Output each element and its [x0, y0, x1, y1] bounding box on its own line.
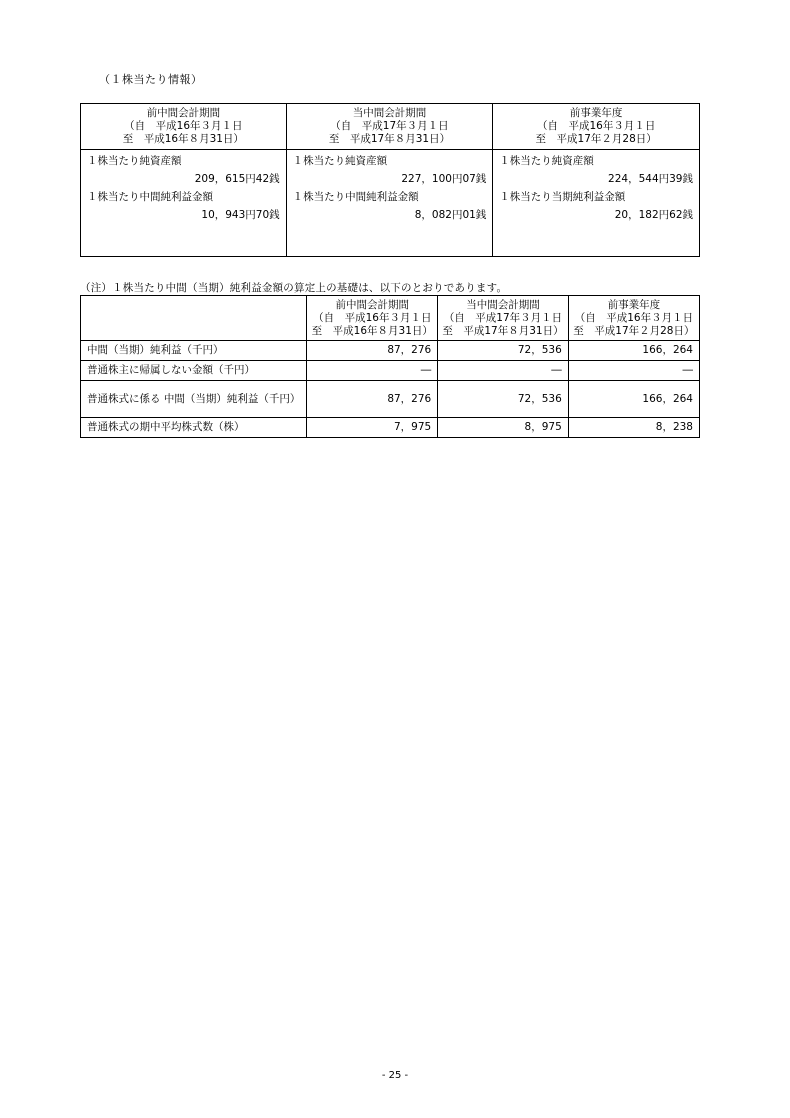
period-header-prev-fiscal-year	[493, 104, 700, 150]
basis-header-row	[81, 296, 700, 341]
period-to: 至 平成17年８月31日）	[442, 324, 564, 337]
row-label: 中間（当期）純利益（千円）	[81, 341, 307, 361]
period-to: 至 平成17年２月28日）	[573, 324, 695, 337]
period-from: （自 平成16年３月１日	[313, 311, 432, 324]
row-value: 72，536	[438, 381, 569, 418]
period-from: （自 平成16年３月１日	[536, 120, 656, 132]
period-from: （自 平成16年３月１日	[574, 311, 694, 324]
net-income-per-share-value: 20，182円62銭	[614, 209, 693, 221]
row-value: 8，975	[438, 418, 569, 438]
net-assets-per-share-label: １株当たり純資産額	[292, 155, 388, 167]
period-header-prev-interim	[81, 104, 287, 150]
basis-header-prev-fiscal-year	[568, 296, 699, 341]
row-label: 普通株式に係る 中間（当期）純利益（千円）	[81, 381, 307, 418]
row-value: 87，276	[307, 381, 438, 418]
per-share-info-table	[80, 103, 700, 257]
period-title: 前事業年度	[607, 298, 661, 311]
period-title: 前事業年度	[569, 107, 623, 119]
section-title: （１株当たり情報）	[99, 73, 203, 86]
period-to: 至 平成16年８月31日）	[122, 133, 244, 145]
row-value: 166，264	[568, 381, 699, 418]
row-value: ―	[438, 361, 569, 381]
net-income-per-share-value: 8，082円01銭	[414, 209, 487, 221]
row-value: 72，536	[438, 341, 569, 361]
net-assets-per-share-label: １株当たり純資産額	[499, 155, 594, 167]
period-from: （自 平成17年３月１日	[443, 311, 563, 324]
table-row	[81, 341, 700, 361]
period-title: 前中間会計期間	[146, 107, 221, 119]
footnote: （注）１株当たり中間（当期）純利益金額の算定上の基礎は、以下のとおりであります。	[80, 282, 508, 294]
row-value: ―	[307, 361, 438, 381]
per-share-cell-prev-fiscal-year	[493, 150, 700, 257]
row-value: 166，264	[568, 341, 699, 361]
table-row	[81, 418, 700, 438]
basis-header-prev-interim	[307, 296, 438, 341]
table-row	[81, 361, 700, 381]
per-share-cell-prev-interim	[81, 150, 287, 257]
basis-table	[80, 295, 700, 438]
net-income-per-share-value: 10，943円70銭	[201, 209, 280, 221]
net-income-per-share-label: １株当たり中間純利益金額	[292, 191, 419, 203]
net-assets-per-share-label: １株当たり純資産額	[87, 155, 182, 167]
net-income-per-share-label: １株当たり当期純利益金額	[499, 191, 626, 203]
period-to: 至 平成17年２月28日）	[535, 133, 657, 145]
period-to: 至 平成17年８月31日）	[328, 133, 451, 145]
period-from: （自 平成16年３月１日	[124, 120, 243, 132]
period-title: 当中間会計期間	[352, 107, 427, 119]
per-share-header-row	[81, 104, 700, 150]
basis-header-current-interim	[438, 296, 569, 341]
row-value: 87，276	[307, 341, 438, 361]
period-header-current-interim	[286, 104, 493, 150]
period-title: 当中間会計期間	[466, 298, 540, 311]
basis-header-empty	[81, 296, 307, 341]
net-assets-per-share-value: 209，615円42銭	[194, 173, 280, 185]
period-from: （自 平成17年３月１日	[330, 120, 449, 132]
row-label: 普通株主に帰属しない金額（千円）	[81, 361, 307, 381]
per-share-cell-current-interim	[286, 150, 493, 257]
period-title: 前中間会計期間	[335, 298, 410, 311]
row-value: 8，238	[568, 418, 699, 438]
net-assets-per-share-value: 227，100円07銭	[401, 173, 487, 185]
net-assets-per-share-value: 224，544円39銭	[608, 173, 693, 185]
row-value: ―	[568, 361, 699, 381]
net-income-per-share-label: １株当たり中間純利益金額	[87, 191, 213, 203]
per-share-body-row	[81, 150, 700, 257]
row-label: 普通株式の期中平均株式数（株）	[81, 418, 307, 438]
period-to: 至 平成16年８月31日）	[311, 324, 433, 337]
table-row	[81, 381, 700, 418]
row-value: 7，975	[307, 418, 438, 438]
page-number: - 25 -	[381, 1070, 409, 1081]
